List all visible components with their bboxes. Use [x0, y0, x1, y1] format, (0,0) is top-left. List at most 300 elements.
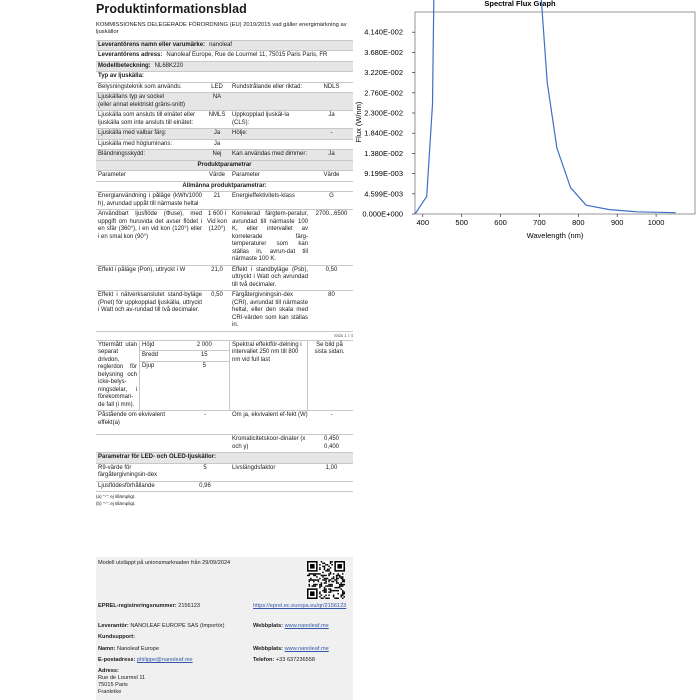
- y-tick-label: 2.760E-002: [364, 88, 403, 98]
- qr-module: [313, 579, 315, 581]
- survival-value: 1,00: [325, 464, 338, 471]
- qr-module: [313, 585, 315, 587]
- email-link[interactable]: philippe@nanoleaf.me: [136, 657, 193, 663]
- website-label: Webbplats:: [253, 623, 284, 629]
- qr-module: [328, 597, 330, 599]
- light-type-cell: NDLS: [323, 83, 340, 90]
- dim-row: [140, 341, 229, 351]
- support-website-link[interactable]: www.nanoleaf.me: [284, 646, 329, 652]
- light-type-cell: LED: [211, 83, 223, 90]
- qr-module: [343, 593, 345, 595]
- params-rows: [96, 191, 353, 331]
- qr-module: [337, 590, 339, 592]
- qr-module: [333, 578, 335, 580]
- qr-module: [315, 579, 317, 581]
- qr-module: [339, 584, 341, 586]
- qr-module: [328, 579, 330, 581]
- qr-module: [336, 579, 338, 581]
- qr-module: [321, 584, 323, 586]
- spectral-flux-chart: [350, 0, 700, 250]
- dim-height-value: 2 000: [196, 341, 212, 348]
- led-section: Parametrar för LED- och OLED-ljuskällor:: [96, 452, 353, 463]
- qr-module: [342, 579, 344, 581]
- light-type-cell: [230, 93, 310, 110]
- qr-module: [322, 590, 324, 592]
- param-cell: 80: [328, 292, 335, 299]
- light-type-cell: Bländningsskydd:: [98, 151, 146, 158]
- qr-module: [322, 576, 324, 578]
- qr-module: [324, 596, 326, 598]
- qr-module: [309, 585, 311, 587]
- trademark-label: Leverantörens namn eller varumärke:: [98, 41, 206, 48]
- qr-module: [343, 584, 345, 586]
- equiv-w-value: -: [330, 412, 333, 419]
- qr-module: [339, 585, 341, 587]
- eprel-reg: [98, 603, 200, 610]
- qr-module: [340, 585, 342, 587]
- qr-module: [328, 585, 330, 587]
- y-tick-label: 1.380E-002: [364, 148, 403, 158]
- maint-label: Ljusflödesförhållande: [98, 482, 155, 489]
- qr-module: [312, 573, 314, 575]
- qr-module: [342, 581, 344, 583]
- qr-module: [319, 578, 321, 580]
- qr-module: [313, 581, 315, 583]
- qr-module: [316, 576, 318, 578]
- qr-module: [325, 585, 327, 587]
- qr-module: [331, 564, 333, 566]
- footnote-a: (a) "-": ej tillämpligt.: [96, 494, 136, 500]
- qr-module: [319, 584, 321, 586]
- qr-module: [340, 582, 342, 584]
- supplier-label: Leverantör:: [98, 623, 129, 629]
- param-cell: G: [329, 193, 334, 200]
- qr-module: [334, 579, 336, 581]
- eprel-reg-label: EPREL-registreringsnummer:: [98, 603, 177, 609]
- qr-module: [324, 582, 326, 584]
- general-params-section: Allmänna produktparametrar:: [96, 181, 353, 192]
- qr-module: [315, 584, 317, 586]
- qr-module: [342, 591, 344, 593]
- qr-module: [325, 570, 327, 572]
- qr-module: [330, 591, 332, 593]
- equiv-w-label: Om ja, ekvivalent ef-fekt (W): [232, 412, 308, 419]
- qr-module: [328, 569, 330, 571]
- light-type-cell: Rundstrålande eller riktad:: [232, 83, 303, 90]
- qr-module: [328, 581, 330, 583]
- x-tick-label: 600: [494, 218, 507, 227]
- qr-finder: [310, 591, 315, 596]
- qr-module: [343, 596, 345, 598]
- param-cell: Energieffektivitets-klass: [232, 193, 295, 200]
- qr-module: [324, 590, 326, 592]
- qr-module: [316, 573, 318, 575]
- chroma-spacer: [96, 435, 230, 452]
- qr-module: [324, 579, 326, 581]
- param-cell: Energianvändning i påläge (kWh/1000 h), avrundad uppåt till närmaste heltal: [98, 193, 202, 207]
- chroma-row: [96, 434, 353, 452]
- product-info-sheet: [96, 0, 353, 508]
- qr-module: [340, 584, 342, 586]
- r9-row: [96, 463, 353, 481]
- eprel-url-link[interactable]: https://eprel.ec.europa.eu/qr/2156123: [253, 603, 347, 609]
- light-type-row: [96, 149, 353, 160]
- qr-module: [322, 572, 324, 574]
- param-cell: 0,50: [325, 266, 338, 273]
- dim-height-label: Höjd: [142, 341, 155, 348]
- support-name-value: Nanoleaf Europe: [116, 646, 159, 652]
- qr-module: [330, 572, 332, 574]
- qr-module: [336, 582, 338, 584]
- chroma-label: Kromaticitetskoor-dinater (x och y): [232, 436, 306, 450]
- qr-module: [325, 581, 327, 583]
- qr-module: [334, 590, 336, 592]
- qr-module: [325, 564, 327, 566]
- qr-module: [342, 585, 344, 587]
- plot-frame: [415, 12, 695, 214]
- maint-value: 0,96: [199, 482, 211, 489]
- qr-module: [325, 588, 327, 590]
- param-row: [96, 209, 353, 265]
- address-line: 75015 Paris: [98, 681, 128, 688]
- maint-row: [96, 481, 353, 492]
- qr-module: [331, 581, 333, 583]
- chroma-values: [310, 435, 353, 452]
- light-type-cell: Ljuskällans typ av sockel (eller annat elektriskt gräns-snitt): [98, 94, 186, 108]
- light-type-cell: Ljuskälla med högluminans:: [98, 140, 173, 147]
- qr-module: [319, 564, 321, 566]
- params-header-value-2: Värde: [323, 172, 340, 179]
- chroma-x: 0,450: [323, 436, 339, 443]
- qr-module: [336, 575, 338, 577]
- x-tick-label: 400: [416, 218, 430, 227]
- qr-module: [322, 563, 324, 565]
- light-type-cell: Ljuskälla med valbar färg:: [98, 130, 167, 137]
- footnotes: [96, 494, 353, 508]
- qr-module: [325, 575, 327, 577]
- qr-module: [322, 579, 324, 581]
- qr-module: [321, 575, 323, 577]
- qr-module: [309, 573, 311, 575]
- qr-module: [324, 567, 326, 569]
- qr-module: [342, 584, 344, 586]
- phone-value: +33 637236558: [275, 657, 315, 663]
- qr-module: [322, 575, 324, 577]
- qr-module: [342, 590, 344, 592]
- qr-module: [319, 585, 321, 587]
- qr-module: [312, 579, 314, 581]
- params-header-row: [96, 170, 353, 181]
- param-cell: Effekt i nätverksanslutet stand-byläge (Pnet) för uppkopplad ljuskälla, uttryckt i Watt och av-rundad till två decimaler.: [98, 292, 202, 314]
- qr-module: [328, 575, 330, 577]
- qr-module: [324, 575, 326, 577]
- qr-module: [310, 578, 312, 580]
- eprel-reg-value: 2156123: [178, 603, 200, 609]
- qr-module: [310, 573, 312, 575]
- qr-module: [330, 567, 332, 569]
- spectral-series-line: [415, 0, 676, 214]
- light-type-cell: Belysningsteknik som används:: [98, 83, 182, 90]
- qr-module: [328, 588, 330, 590]
- support-name-line: [98, 646, 159, 653]
- qr-module: [324, 588, 326, 590]
- qr-module: [327, 569, 329, 571]
- y-tick-label: 3.220E-002: [364, 68, 403, 78]
- address-row: [96, 50, 353, 61]
- qr-module: [321, 585, 323, 587]
- qr-module: [318, 579, 320, 581]
- address-line: Frankrike: [98, 688, 122, 695]
- qr-module: [330, 588, 332, 590]
- qr-module: [321, 594, 323, 596]
- chroma-y: 0,400: [323, 443, 339, 450]
- spectral-label: Spektral effektför-delning i intervallet 250 nm till 800 nm vid full last: [230, 341, 308, 411]
- light-type-cell: [310, 140, 353, 150]
- qr-module: [342, 594, 344, 596]
- param-cell: 21: [213, 193, 221, 200]
- y-tick-label: 9.199E-003: [364, 169, 403, 179]
- regulation-subtitle: KOMMISSIONENS DELEGERADE FÖRORDNING (EU) 2019/2015 vad gäller energimärkning av ljuskällor: [96, 21, 347, 36]
- y-tick-label: 3.680E-002: [364, 47, 403, 57]
- light-type-cell: NMLS: [208, 112, 226, 119]
- qr-module: [330, 561, 332, 563]
- light-type-cell: Nej: [212, 151, 222, 158]
- phone-line: [253, 657, 315, 664]
- qr-module: [343, 581, 345, 583]
- qr-code[interactable]: [307, 561, 345, 599]
- qr-module: [307, 575, 309, 577]
- qr-module: [339, 587, 341, 589]
- qr-module: [340, 578, 342, 580]
- qr-module: [319, 567, 321, 569]
- qr-module: [327, 564, 329, 566]
- param-cell: 2700...6500: [315, 211, 348, 218]
- qr-module: [331, 578, 333, 580]
- y-tick-label: 4.599E-003: [364, 189, 403, 199]
- qr-module: [319, 596, 321, 598]
- qr-module: [316, 579, 318, 581]
- light-type-section: Typ av ljuskälla:: [96, 71, 353, 82]
- y-tick-label: 4.140E-002: [364, 27, 403, 37]
- qr-module: [328, 591, 330, 593]
- qr-module: [337, 597, 339, 599]
- r9-label: R9-värde för färgåtergivningsin-dex: [98, 464, 158, 479]
- model-row: [96, 61, 353, 72]
- support-label: Kundsupport:: [98, 634, 135, 640]
- qr-module: [331, 590, 333, 592]
- qr-module: [337, 593, 339, 595]
- param-cell: 1 600 i Vid kon (120°): [207, 211, 227, 233]
- qr-module: [337, 582, 339, 584]
- market-text: Modell utsläppt på unionsmarknaden från 29/09/2024: [98, 560, 231, 566]
- qr-finder: [310, 564, 315, 569]
- params-header-parameter: Parameter: [98, 172, 127, 179]
- qr-module: [333, 581, 335, 583]
- qr-module: [334, 597, 336, 599]
- qr-module: [343, 591, 345, 593]
- light-type-cell: Ja: [328, 112, 335, 119]
- qr-module: [330, 563, 332, 565]
- qr-module: [319, 587, 321, 589]
- address-block: [98, 668, 145, 696]
- qr-module: [325, 594, 327, 596]
- qr-module: [324, 578, 326, 580]
- supplier-table: [96, 40, 353, 332]
- light-type-cell: Ja: [213, 140, 221, 147]
- light-type-cell: Kan användas med dimmer:: [232, 151, 308, 158]
- qr-module: [340, 588, 342, 590]
- qr-module: [324, 591, 326, 593]
- qr-module: [313, 573, 315, 575]
- qr-finder: [337, 564, 342, 569]
- chart-ylabel: Flux (W/nm): [354, 101, 363, 143]
- qr-module: [328, 570, 330, 572]
- qr-module: [339, 576, 341, 578]
- qr-module: [343, 579, 345, 581]
- qr-module: [324, 563, 326, 565]
- param-cell: 21,0: [211, 266, 223, 273]
- equiv-value: -: [204, 412, 206, 419]
- qr-module: [321, 597, 323, 599]
- qr-module: [325, 591, 327, 593]
- qr-module: [328, 594, 330, 596]
- model-value: NL68K220: [154, 62, 184, 69]
- param-cell: Korrelerad färgtem-peratur, avrundad till närmaste 100 K, eller intervallet av korrelerade färg-temperaturer som kan ställas in, avrun-dat till närmaste 100 K.: [232, 211, 308, 263]
- qr-module: [312, 585, 314, 587]
- param-cell: Effekt i standbyläge (Psb), uttryckt i Watt och avrundad till två decimaler.: [232, 266, 308, 288]
- qr-module: [333, 576, 335, 578]
- qr-module: [336, 597, 338, 599]
- qr-module: [334, 587, 336, 589]
- email-line: [98, 657, 193, 664]
- dim-width-label: Bredd: [142, 352, 159, 359]
- qr-module: [336, 576, 338, 578]
- qr-module: [336, 581, 338, 583]
- qr-module: [333, 596, 335, 598]
- qr-module: [340, 594, 342, 596]
- dim-depth-label: Djup: [142, 362, 155, 369]
- qr-module: [325, 590, 327, 592]
- qr-module: [333, 573, 335, 575]
- qr-module: [319, 591, 321, 593]
- qr-module: [330, 585, 332, 587]
- supplier-value: NANOLEAF EUROPE SAS (Importör): [130, 623, 225, 629]
- qr-module: [319, 569, 321, 571]
- qr-module: [310, 579, 312, 581]
- light-type-row: [96, 82, 353, 93]
- qr-module: [313, 575, 315, 577]
- qr-module: [324, 569, 326, 571]
- equiv-row: [96, 410, 353, 434]
- qr-module: [315, 573, 317, 575]
- website-link[interactable]: www.nanoleaf.me: [284, 623, 329, 629]
- qr-module: [339, 575, 341, 577]
- spectral-value: Se bild på sista sidan.: [314, 341, 345, 356]
- qr-module: [324, 566, 326, 568]
- light-type-rows: [96, 82, 353, 160]
- dim-depth-value: 5: [202, 362, 206, 369]
- product-params-section: Produktparametrar: [96, 160, 353, 171]
- qr-module: [315, 585, 317, 587]
- param-row: [96, 290, 353, 331]
- param-cell: Användbart ljusflöde (Φuse), med uppgift om huruvida det avser flödet i en sfär (360°), i en vid kon (120°) eller i en smal kon (90°): [98, 211, 202, 240]
- r9-value: 5: [203, 464, 207, 471]
- model-label: Modellbeteckning:: [98, 62, 151, 69]
- qr-module: [327, 578, 329, 580]
- support-website-label: Webbplats:: [253, 646, 284, 652]
- light-type-cell: Ljuskälla som ansluts till elnätet eller ljuskälla som inte ansluts till elnätet:: [98, 112, 196, 126]
- qr-module: [321, 561, 323, 563]
- x-tick-label: 1000: [647, 218, 665, 227]
- light-type-row: [96, 92, 353, 110]
- qr-module: [327, 597, 329, 599]
- footnote-b: (b) "-": ej tillämpligt.: [96, 501, 136, 507]
- page-number: Sida 1 / 4: [333, 332, 353, 338]
- equiv-label: Påstående om ekvivalent effekt(a): [98, 412, 166, 426]
- y-tick-label: 0.000E+000: [362, 209, 403, 219]
- support-website-line: [253, 646, 329, 653]
- dim-width-value: 15: [200, 352, 208, 359]
- light-type-row: [96, 139, 353, 150]
- qr-module: [309, 575, 311, 577]
- qr-module: [318, 573, 320, 575]
- dims-block: [96, 341, 353, 411]
- qr-module: [342, 578, 344, 580]
- param-cell: Effekt i påläge (Pon), uttryckt i W: [98, 266, 186, 273]
- light-type-cell: Uppkopplad ljuskäl-la (CLS):: [232, 112, 290, 126]
- qr-module: [337, 575, 339, 577]
- qr-module: [328, 573, 330, 575]
- page-title: Produktinformationsblad: [96, 2, 247, 16]
- qr-module: [342, 576, 344, 578]
- qr-module: [316, 584, 318, 586]
- x-tick-label: 500: [455, 218, 468, 227]
- qr-module: [330, 573, 332, 575]
- qr-module: [325, 582, 327, 584]
- light-type-row: [96, 110, 353, 128]
- qr-module: [340, 576, 342, 578]
- qr-module: [322, 566, 324, 568]
- param-cell: Färgåtergivningsin-dex (CRI), avrundat till närmaste heltal, eller den skala med CRI-värden som kan ställas in.: [232, 292, 308, 329]
- address-line: Rue de Lourmel 11: [98, 674, 146, 681]
- qr-module: [333, 594, 335, 596]
- qr-module: [322, 597, 324, 599]
- light-type-cell: NA: [212, 94, 222, 101]
- light-type-cell: [230, 140, 310, 150]
- dim-row: [140, 361, 229, 372]
- chart-title: Spectral Flux Graph: [484, 0, 556, 8]
- x-tick-label: 900: [610, 218, 624, 227]
- qr-module: [324, 587, 326, 589]
- qr-module: [328, 584, 330, 586]
- light-type-row: [96, 128, 353, 139]
- qr-module: [337, 587, 339, 589]
- qr-module: [315, 575, 317, 577]
- qr-module: [325, 597, 327, 599]
- qr-module: [309, 584, 311, 586]
- address-value: Nanoleaf Europe, Rue de Lourmel 11, 75015 Paris Paris, FR: [166, 52, 328, 59]
- qr-module: [336, 578, 338, 580]
- x-tick-label: 700: [533, 218, 546, 227]
- params-header-value: Värde: [208, 172, 225, 179]
- qr-module: [319, 573, 321, 575]
- qr-module: [331, 561, 333, 563]
- param-row: [96, 191, 353, 209]
- qr-module: [337, 578, 339, 580]
- qr-module: [336, 590, 338, 592]
- qr-module: [318, 581, 320, 583]
- qr-module: [340, 596, 342, 598]
